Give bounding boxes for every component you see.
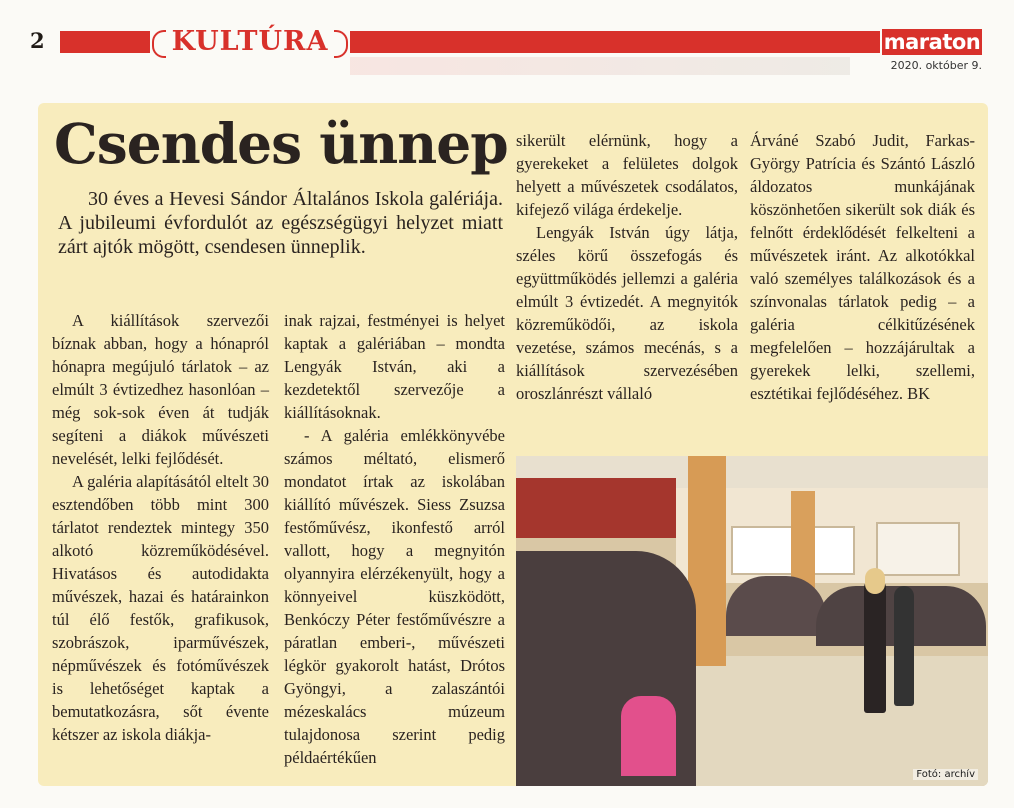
article-title: Csendes ünnep xyxy=(54,111,508,176)
header-red-bar-left xyxy=(60,31,150,53)
paragraph: A kiállítások szervezői bíznak abban, hogy a hónapról hónapra megújuló tárlatok – az elmúlt 3 évtizedhez hasonlóan – még sok-sok éven át tudják segíteni a diákok művészeti nevelését, lelki fejlődését. xyxy=(52,311,269,468)
photo-red-wall xyxy=(516,478,676,538)
paragraph: Árváné Szabó Judit, Farkas-György Patrícia és Szántó László áldozatos munkájának köszönhetően sikerült sok diák és felnőtt érdeklődését felkelteni a művészetek iránt. Az alkotókkal való személyes találkozások és a színvonalas tárlatok pedig – a galéria célkitűzésének megfelelően – hozzájárultak a gyerekek lelki, szellemi, esztétikai fejlődéséhez. BK xyxy=(750,131,975,403)
newspaper-logo: maraton xyxy=(883,30,981,54)
article-photo xyxy=(516,456,988,786)
photo-performer-head xyxy=(865,568,885,594)
photo-child xyxy=(621,696,676,776)
paragraph: A galéria alapításától eltelt 30 esztendőben több mint 300 tárlatot rendeztek mintegy 350 alkotó közreműködésével. Hivatásos és autodidakta művészek, hazai és határainkon túl élő festők, grafikusok, szobrászok, iparművészek, népművészek és fotóművészek is lehetőséget kaptak a bemutatkozásra, sőt évente kétszer az iskola diákja- xyxy=(52,472,270,744)
photo-exhibit-board xyxy=(876,522,960,576)
paragraph: sikerült elérnünk, hogy a gyerekeket a felületes dolgok helyett a művészetek csodálatos, kifejező világa érdekelje. xyxy=(516,131,738,219)
paragraph: - A galéria emlékkönyvébe számos méltató, elismerő mondatot írtak az iskolában kiállító művészek. Siess Zsuzsa festőművész, ikonfestő arról vallott, hogy a megnyitón olyannyira elérzékenyült, hogy a könnyeivel küszködött, Benkóczy Péter festőművészre a páratlan emberi-, művészeti légkör gyakorolt hatást, Drótos Gyöngyi, a zalaszántói mézeskalács múzeum tulajdonosa szerint pedig példaértékűen xyxy=(284,426,505,767)
photo-performer xyxy=(894,586,914,706)
article-column-4 xyxy=(750,129,975,405)
page-number: 2 xyxy=(30,28,45,53)
article-lead: 30 éves a Hevesi Sándor Általános Iskola galériája. A jubileumi évfordulót az egészségügyi helyzet miatt zárt ajtók mögött, csendesen ünneplik. xyxy=(58,188,503,258)
paragraph: inak rajzai, festményei is helyet kaptak a galériában – mondta Lengyák István, aki a kezdetektől szervezője a kiállításoknak. xyxy=(284,311,505,422)
section-title: KULTÚRA xyxy=(152,24,348,60)
photo-performer xyxy=(864,578,886,713)
issue-date: 2020. október 9. xyxy=(890,59,982,72)
paragraph: Lengyák István úgy látja, széles körű összefogás és együttműködés jellemzi a galéria elmúlt 3 évtizedét. A megnyitók közreműködői, az iskola vezetése, számos mecénás, s a kiállítások szervezésében oroszlánrészt vállaló xyxy=(516,223,738,403)
photo-audience xyxy=(726,576,826,636)
bleed-through-shadow xyxy=(350,57,850,75)
article-column-2 xyxy=(284,309,505,769)
photo-credit: Fotó: archív xyxy=(913,769,978,780)
article-column-3 xyxy=(516,129,738,405)
article-column-1 xyxy=(52,309,269,746)
header-red-bar-right xyxy=(350,31,880,53)
article-box xyxy=(38,103,988,786)
